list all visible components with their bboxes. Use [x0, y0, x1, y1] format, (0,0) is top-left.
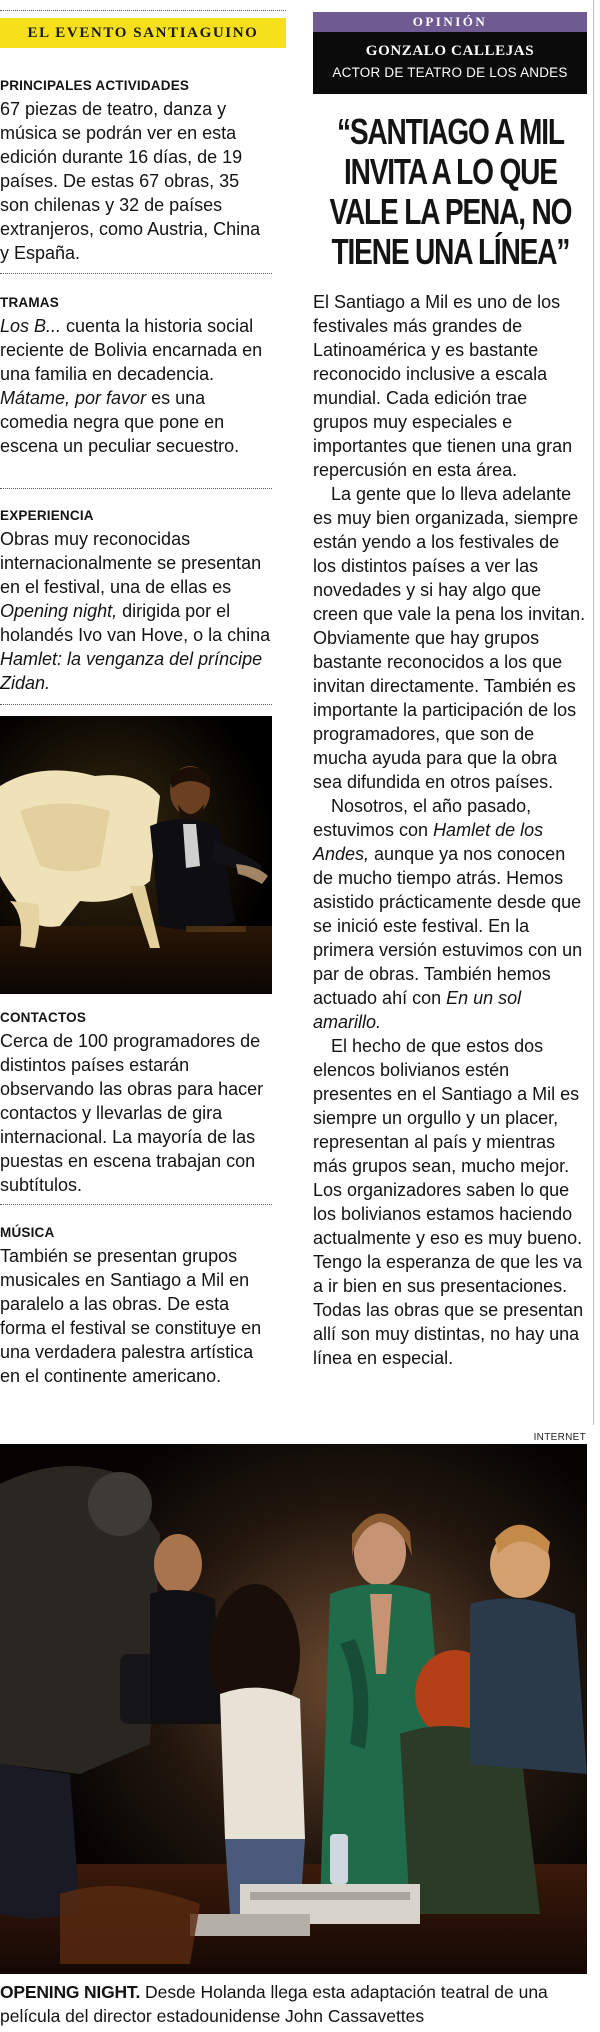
article-paragraph — [313, 482, 587, 794]
top-rule — [0, 10, 286, 11]
section-experiencia — [0, 508, 272, 695]
section-divider — [0, 1204, 272, 1205]
text-run: Nosotros, el año pasado, estuvimos con — [313, 796, 532, 840]
headline-text: “SANTIAGO A MIL INVITA A LO QUE VALE LA PENA, NO TIENE UNA LÍNEA” — [329, 111, 572, 272]
stage-photo-large — [0, 1444, 587, 1974]
section-divider — [0, 704, 272, 705]
italic-text-run: Opening night, — [0, 601, 118, 621]
italic-text-run: En un sol amarillo. — [313, 988, 522, 1032]
author-box — [313, 32, 587, 94]
photo-credit: INTERNET — [533, 1432, 586, 1443]
section-actividades — [0, 78, 272, 265]
section-divider — [0, 273, 272, 274]
section-musica — [0, 1225, 272, 1388]
italic-text-run: Hamlet: la venganza del príncipe Zidan. — [0, 649, 263, 693]
article-paragraph — [313, 794, 587, 1034]
section-body — [0, 1029, 272, 1197]
section-body — [0, 97, 272, 265]
text-run: aunque ya nos conocen de mucho tiempo atrás. Hemos asistido prácticamente desde que se inició este festival. En la primera versión estuvimos con un par de obras. También hemos actuado ahí con — [313, 844, 583, 1008]
section-divider — [0, 488, 272, 489]
text-run: El hecho de que estos dos elencos bolivianos estén presentes en el Santiago a Mil es siempre un orgullo y un placer, representan al país y mientras más grupos sean, mucho mejor. Los organizadores saben lo que los bolivianos estamos haciendo actualmente y eso es muy bueno. Tengo la esperanza de que les va a ir bien en sus presentaciones. Todas las obras que se presentan allí son muy distintas, no hay una línea en especial. — [313, 1036, 584, 1368]
italic-text-run: Mátame, por favor — [0, 388, 147, 408]
text-run: dirigida por el holandés Ivo van Hove, o la china — [0, 601, 271, 645]
section-body — [0, 527, 272, 695]
opinion-article — [313, 290, 587, 1370]
section-title: PRINCIPALES ACTIVIDADES — [0, 78, 190, 93]
text-run: Obras muy reconocidas internacionalmente se presentan en el festival, una de ellas es — [0, 529, 262, 597]
section-body — [0, 314, 272, 458]
caption-text: Desde Holanda llega esta adaptación teatral de una película del director estadounidense John Cassavettes — [0, 1982, 548, 2026]
stage-photo-small — [0, 716, 272, 994]
text-run: cuenta la historia social reciente de Bolivia encarnada en una familia en decadencia. — [0, 316, 263, 384]
article-paragraph — [313, 290, 587, 482]
article-paragraph — [313, 1034, 587, 1370]
section-body — [0, 1244, 272, 1388]
section-title: EXPERIENCIA — [0, 508, 94, 523]
section-title: CONTACTOS — [0, 1010, 87, 1025]
italic-text-run: Hamlet de los Andes, — [313, 820, 544, 864]
column-rule — [593, 0, 594, 1425]
opinion-headline — [329, 111, 572, 272]
text-run: es una comedia negra que pone en escena un peculiar secuestro. — [0, 388, 240, 456]
rehearsal-scene-image — [0, 1444, 587, 1974]
section-tag: EL EVENTO SANTIAGUINO — [0, 18, 286, 48]
text-run: 67 piezas de teatro, danza y música se podrán ver en esta edición durante 16 días, de 19 países. De estas 67 obras, 35 son chilenas y 32 de países extranjeros, como Austria, China y España. — [0, 99, 261, 263]
text-run: La gente que lo lleva adelante es muy bien organizada, siempre están yendo a los festivales de los distintos países a ver las novedades y si hay algo que creen que vale la pena los invitan. Obviamente que hay grupos bastante reconocidos a los que invitan directamente. También es importante la participación de los programadores, que son de mucha ayuda para que la obra sea difundida en otros países. — [313, 484, 586, 792]
text-run: El Santiago a Mil es uno de los festivales más grandes de Latinoamérica y es bastante reconocido inclusive a escala mundial. Cada edición trae grupos muy especiales e importantes que tienen una gran repercusión en esta área. — [313, 292, 573, 480]
text-run: También se presentan grupos musicales en Santiago a Mil en paralelo a las obras. De esta forma el festival se constituye en una verdadera palestra artística en el continente americano. — [0, 1246, 262, 1386]
text-run: Cerca de 100 programadores de distintos países estarán observando las obras para hacer contactos y llevarlas de gira internacional. La mayoría de las puestas en escena trabajan con subtítulos. — [0, 1031, 264, 1195]
section-title: TRAMAS — [0, 295, 59, 310]
author-role: ACTOR DE TEATRO DE LOS ANDES — [332, 65, 568, 80]
italic-text-run: Los B... — [0, 316, 62, 336]
opinion-label: OPINIÓN — [313, 12, 587, 32]
actor-in-chair-image — [0, 716, 272, 994]
section-contactos — [0, 1010, 272, 1197]
author-name: GONZALO CALLEJAS — [365, 43, 535, 59]
section-title: MÚSICA — [0, 1225, 55, 1240]
photo-caption — [0, 1980, 590, 2028]
caption-lead: OPENING NIGHT. — [0, 1982, 141, 2002]
section-tramas — [0, 295, 272, 458]
